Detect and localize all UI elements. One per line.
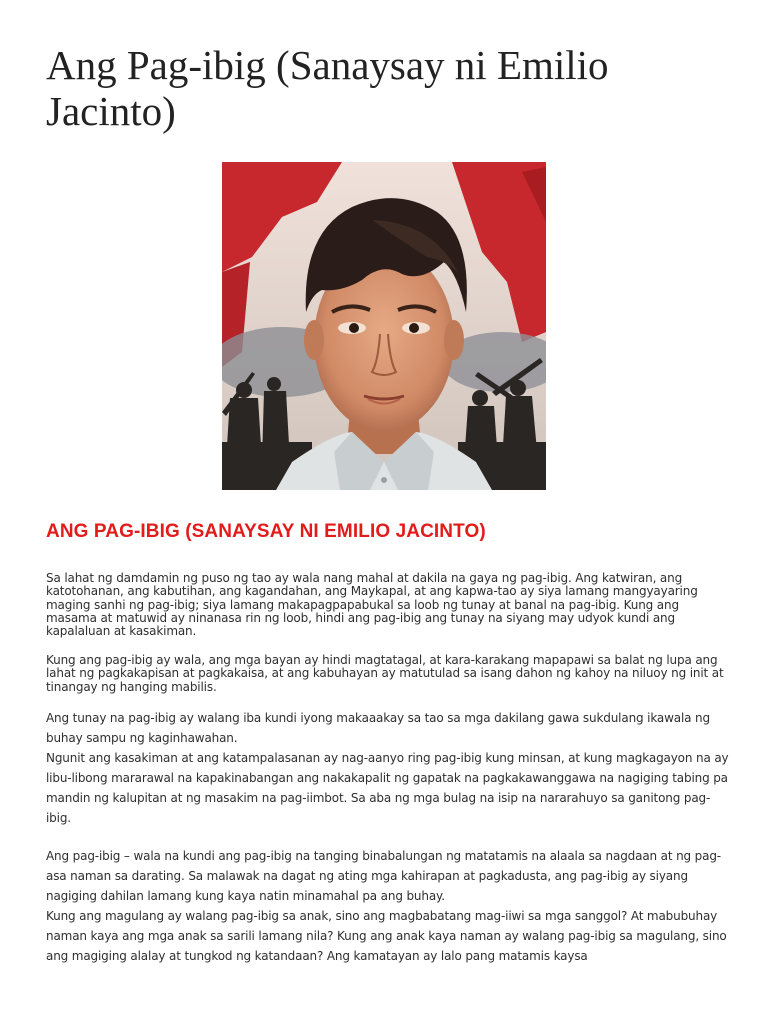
paragraph: Kung ang magulang ay walang pag-ibig sa anak, sino ang magbabatang mag-iiwi sa mga sanggol? At mabubuhay naman kaya ang mga anak sa sarili lamang nila? Kung ang anak kaya naman ay walang pag-ibig sa magulang, sino ang magiging alalay at tungkod ng katandaan? Ang kamatayan ay lalo pang matamis kaysa (46, 909, 727, 963)
paragraph: Ang tunay na pag-ibig ay walang iba kundi iyong makaaakay sa tao sa mga dakilang gawa sukdulang ikawala ng buhay sampu ng kaginhawahan. (46, 711, 710, 745)
page-title: Ang Pag-ibig (Sanaysay ni Emilio Jacinto) (46, 42, 609, 134)
paragraph: Kung ang pag-ibig ay wala, ang mga bayan ay hindi magtatagal, at kara-karakang mapapawi sa balat ng lupa ang lahat ng pagkakapisan at pagkakaisa, at ang kabuhayan ay matutulad sa isang dahon ng kahoy na niluoy ng init at tinangay ng hanging mabilis. (46, 653, 724, 694)
portrait-image (222, 162, 546, 490)
paragraph: Ngunit ang kasakiman at ang katampalasanan ay nag-aanyo ring pag-ibig kung minsan, at kung magkagayon na ay libu-libong mararawal na kapakinabangan ang nakakapalit ng gapatak na pagkakawanggawa na nagiging tabing pa mandin ng kalupitan at ng masakim na pag-iimbot. Sa aba ng mga bulag na isip na nararahuyo sa ganitong pag-ibig. (46, 751, 729, 825)
paragraph: Sa lahat ng damdamin ng puso ng tao ay wala nang mahal at dakila na gaya ng pag-ibig. Ang katwiran, ang katotohanan, ang kabutihan, ang kagandahan, ang Maykapal, at ang kapwa-tao ay siya lamang mangyayaring maging sanhi ng pag-ibig; siya lamang makapagpapabukal sa loob ng tunay at banal na pag-ibig. Kung ang masama at matuwid ay ninanasa rin ng loob, hindi ang pag-ibig ang tunay na siyang may udyok kundi ang kapalaluan at kasakiman. (46, 571, 698, 639)
paragraph: Ang pag-ibig – wala na kundi ang pag-ibig na tanging binabalungan ng matatamis na alaala sa nagdaan at ng pag-asa naman sa darating. Sa malawak na dagat ng ating mga kahirapan at pagkadusta, ang pag-ibig ay siyang nagiging dahilan lamang kung kaya natin minamahal pa ang buhay. (46, 849, 721, 903)
portrait-illustration (222, 162, 546, 490)
section-heading: ANG PAG-IBIG (SANAYSAY NI EMILIO JACINTO) (46, 521, 486, 542)
